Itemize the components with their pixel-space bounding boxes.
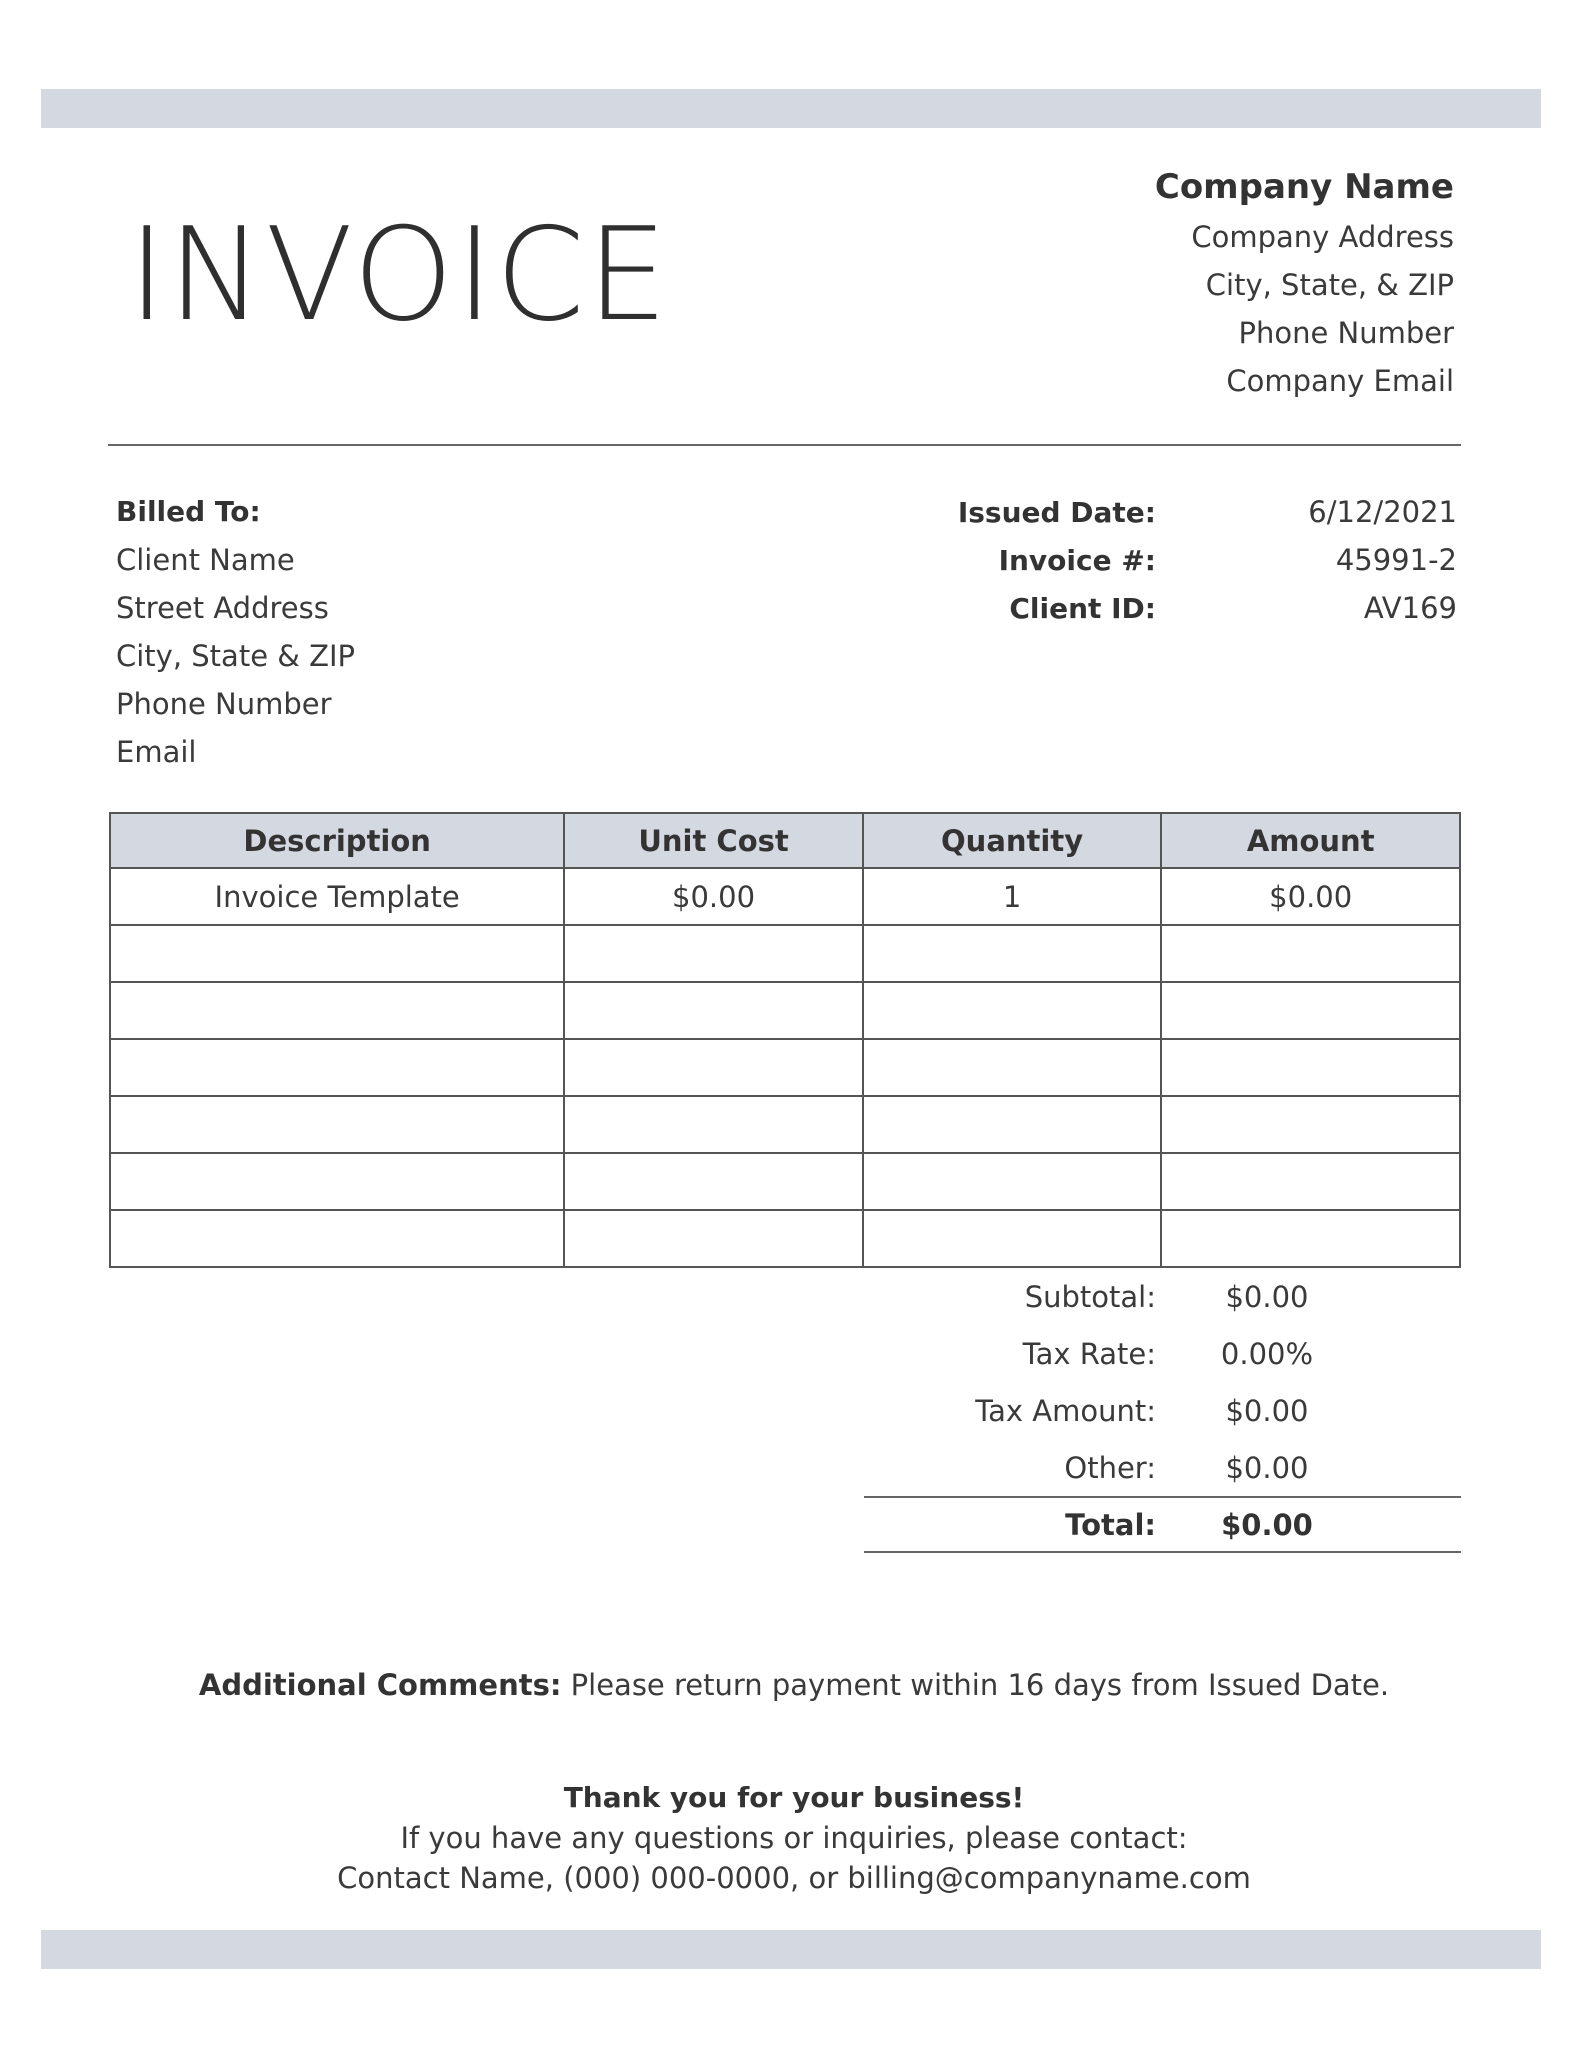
billed-to-block — [116, 488, 355, 776]
comments-label: Additional Comments: — [198, 1668, 562, 1702]
company-phone: Phone Number — [1238, 315, 1454, 350]
cell-description — [110, 1153, 564, 1210]
company-name: Company Name — [1154, 167, 1454, 207]
header-quantity: Quantity — [863, 813, 1162, 868]
table-row — [110, 1153, 1460, 1210]
client-city-state-zip: City, State & ZIP — [116, 639, 355, 673]
tax-rate-row — [864, 1325, 1461, 1382]
additional-comments — [0, 1668, 1588, 1702]
tax-amount-row — [864, 1382, 1461, 1439]
invoice-meta — [900, 488, 1457, 632]
bottom-band — [41, 1930, 1541, 1969]
cell-quantity: 1 — [863, 868, 1162, 925]
tax-rate-label: Tax Rate: — [1022, 1336, 1156, 1371]
contact-prompt: If you have any questions or inquiries, please contact: — [400, 1821, 1188, 1855]
invoice-title: INVOICE — [128, 201, 670, 350]
cell-amount: $0.00 — [1161, 868, 1460, 925]
cell-unit-cost — [564, 1153, 862, 1210]
totals-block — [864, 1268, 1461, 1553]
subtotal-row — [864, 1268, 1461, 1325]
table-row — [110, 1210, 1460, 1267]
cell-unit-cost — [564, 1096, 862, 1153]
header-unit-cost: Unit Cost — [564, 813, 862, 868]
other-value: $0.00 — [1225, 1450, 1309, 1485]
header-divider — [108, 444, 1461, 446]
cell-description — [110, 1096, 564, 1153]
cell-quantity — [863, 1039, 1162, 1096]
tax-amount-label: Tax Amount: — [975, 1393, 1156, 1428]
table-row — [110, 925, 1460, 982]
client-email: Email — [116, 735, 197, 769]
issued-date-label: Issued Date: — [957, 495, 1156, 529]
footer — [0, 1778, 1588, 1898]
company-info — [1155, 166, 1454, 405]
cell-unit-cost — [564, 982, 862, 1039]
cell-description: Invoice Template — [110, 868, 564, 925]
tax-rate-value: 0.00% — [1220, 1336, 1314, 1371]
comments-text: Please return payment within 16 days from Issued Date. — [570, 1668, 1390, 1702]
total-row — [864, 1496, 1461, 1553]
tax-amount-value: $0.00 — [1225, 1393, 1309, 1428]
table-row — [110, 1039, 1460, 1096]
cell-quantity — [863, 925, 1162, 982]
invoice-number-value: 45991-2 — [1335, 543, 1457, 577]
cell-amount — [1161, 1096, 1460, 1153]
company-address: Company Address — [1191, 219, 1454, 254]
issued-date-value: 6/12/2021 — [1308, 495, 1457, 529]
client-id-label: Client ID: — [1009, 591, 1156, 625]
contact-details: Contact Name, (000) 000-0000, or billing@companyname.com — [337, 1861, 1251, 1895]
table-row — [110, 982, 1460, 1039]
header-amount: Amount — [1161, 813, 1460, 868]
cell-unit-cost — [564, 1210, 862, 1267]
issued-date-row — [900, 488, 1457, 536]
cell-quantity — [863, 1153, 1162, 1210]
subtotal-label: Subtotal: — [1024, 1279, 1156, 1314]
company-city-state-zip: City, State, & ZIP — [1205, 267, 1454, 302]
cell-unit-cost — [564, 1039, 862, 1096]
total-value: $0.00 — [1221, 1507, 1313, 1542]
client-street: Street Address — [116, 591, 329, 625]
invoice-number-label: Invoice #: — [998, 543, 1156, 577]
cell-amount — [1161, 982, 1460, 1039]
cell-unit-cost — [564, 925, 862, 982]
cell-amount — [1161, 1153, 1460, 1210]
billed-to-label: Billed To: — [116, 495, 261, 528]
invoice-number-row — [900, 536, 1457, 584]
total-label: Total: — [1065, 1507, 1156, 1542]
cell-description — [110, 925, 564, 982]
client-id-value: AV169 — [1363, 591, 1457, 625]
table-row — [110, 1096, 1460, 1153]
subtotal-value: $0.00 — [1225, 1279, 1309, 1314]
client-phone: Phone Number — [116, 687, 332, 721]
cell-quantity — [863, 1210, 1162, 1267]
cell-description — [110, 982, 564, 1039]
header-description: Description — [110, 813, 564, 868]
table-header-row — [110, 813, 1460, 868]
other-row — [864, 1439, 1461, 1496]
company-email: Company Email — [1226, 363, 1454, 398]
cell-quantity — [863, 982, 1162, 1039]
other-label: Other: — [1064, 1450, 1156, 1485]
cell-description — [110, 1210, 564, 1267]
table-row — [110, 868, 1460, 925]
top-band — [41, 89, 1541, 128]
client-id-row — [900, 584, 1457, 632]
thank-you-text: Thank you for your business! — [563, 1781, 1025, 1814]
cell-unit-cost: $0.00 — [564, 868, 862, 925]
line-items-table — [109, 812, 1461, 1268]
cell-amount — [1161, 1039, 1460, 1096]
client-name: Client Name — [116, 543, 295, 577]
cell-description — [110, 1039, 564, 1096]
cell-quantity — [863, 1096, 1162, 1153]
cell-amount — [1161, 925, 1460, 982]
cell-amount — [1161, 1210, 1460, 1267]
